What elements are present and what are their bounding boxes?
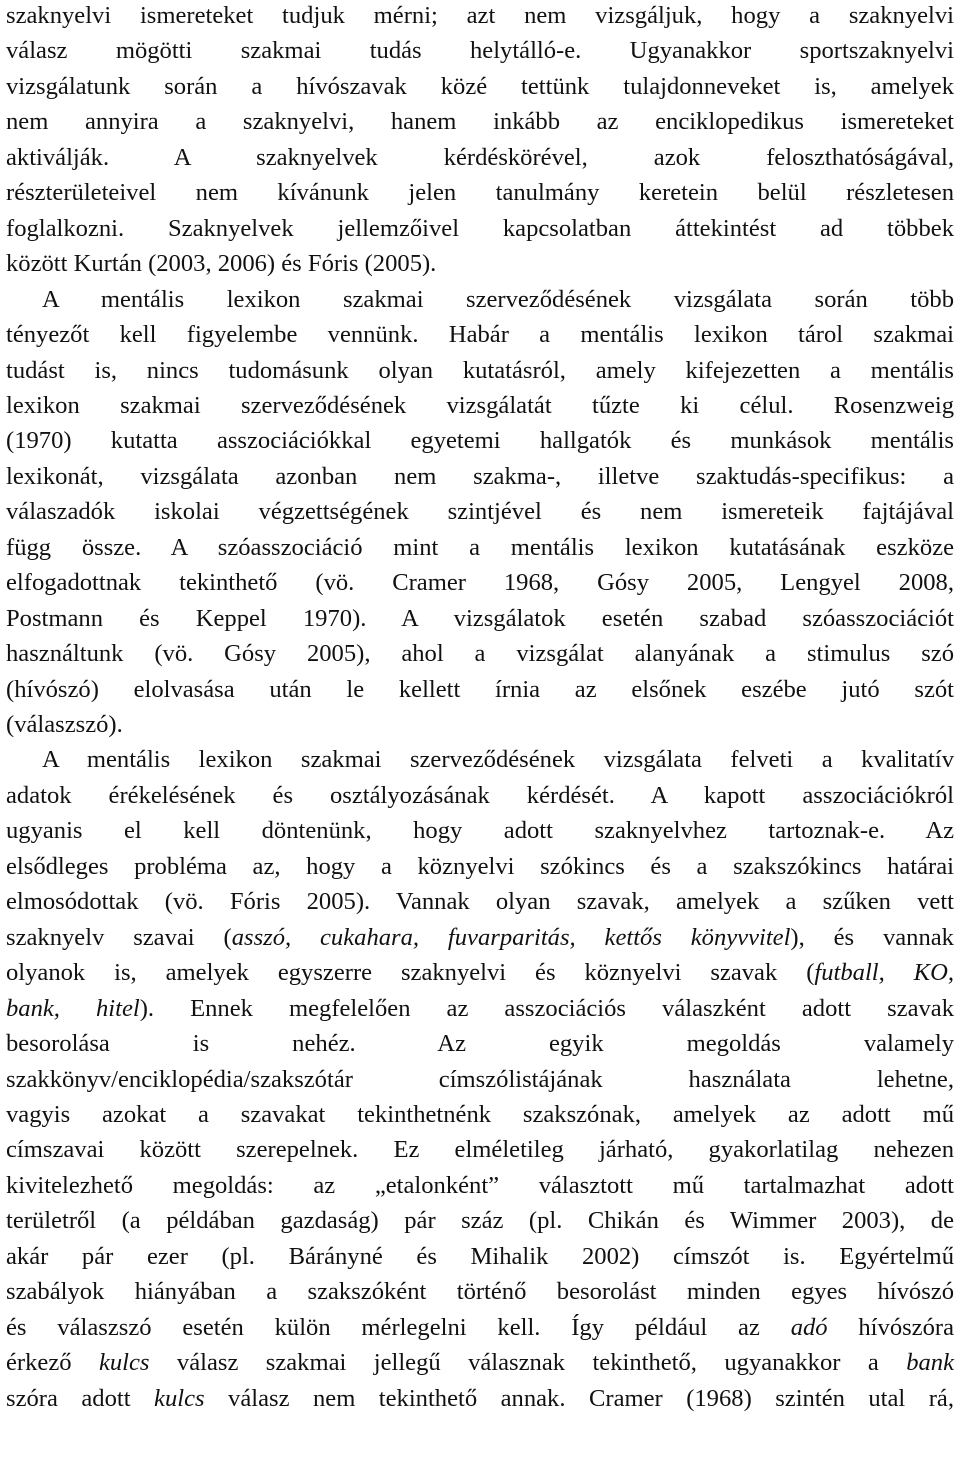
text-line [6,1032,954,1057]
text-line [6,781,954,809]
text-segment: adatok érékelésének és osztályozásának kérdését. A kapott asszociációkról [6,781,954,809]
text-line [6,1351,954,1376]
text-segment: szóra adott [6,1384,155,1412]
text-segment: lexikon szakmai szerveződésének vizsgálatát tűzte ki célul. Rosenzweig [6,391,954,419]
text-segment: szaknyelv szavai ( [6,923,232,951]
text-line [6,1065,954,1093]
text-segment: szakkönyv/enciklopédia/szakszótár címszólistájának használata lehetne, [6,1065,954,1093]
text-segment: aktiválják. A szaknyelvek kérdéskörével, azok feloszthatóságával, [6,143,954,171]
text-line [6,429,954,454]
italic-term: futball, KO, [814,959,954,987]
text-line [6,890,954,915]
text-segment: elsődleges probléma az, hogy a köznyelvi szókincs és a szakszókincs határai [6,852,954,880]
text-line [6,1138,954,1163]
text-line [6,252,954,277]
text-segment: tényezőt kell figyelembe vennünk. Habár a mentális lexikon tárol szakmai [6,321,954,349]
text-line [6,675,954,703]
text-segment: között Kurtán (2003, 2006) és Fóris (2005). [6,250,437,278]
text-line [42,285,954,313]
text-line [6,1209,954,1234]
text-segment: válasz nem tekinthető annak. Cramer (1968) szintén utal rá, [204,1384,954,1412]
text-segment: érkező [6,1349,99,1377]
text-segment: (válaszszó). [6,711,123,738]
text-segment: ), és vannak [790,923,954,951]
text-line [6,462,954,490]
text-segment: vagyis azokat a szavakat tekinthetnénk szakszónak, amelyek az adott mű [6,1100,954,1128]
text-segment: válasz szakmai jellegű válasznak tekinthető, ugyanakkor a [149,1349,907,1377]
text-line [6,1280,954,1305]
italic-term: bank, hitel [6,994,140,1022]
italic-term: asszó, cukahara, fuvarparitás, kettős könyvvitel [231,923,791,951]
text-segment: szabályok hiányában a szakszóként történő besorolást minden egyes hívószó [6,1278,954,1306]
text-line [6,571,954,596]
text-line [6,72,954,100]
text-segment: besorolása is nehéz. Az egyik megoldás valamely [6,1030,954,1058]
text-segment: A mentális lexikon szakmai szerveződésének vizsgálata során több [42,285,954,313]
text-line [6,4,954,29]
text-line [6,533,954,561]
text-segment: részterületeivel nem kívánunk jelen tanulmány keretein belül részletesen [6,179,954,207]
italic-term: kulcs [98,1349,150,1377]
italic-term: kulcs [154,1384,205,1412]
text-line [6,143,954,171]
text-segment: ). Ennek megfelelően az asszociációs válaszként adott szavak [139,994,954,1022]
text-line [6,852,954,880]
text-line [6,1242,954,1270]
text-segment: olyanok is, amelyek egyszerre szaknyelvi és köznyelvi szavak ( [6,959,815,987]
text-line [6,1384,954,1412]
text-line [6,391,954,419]
text-line [6,923,954,951]
text-segment: (hívószó) elolvasása után le kellett írnia az elsőnek eszébe jutó szót [6,675,954,703]
text-segment: használtunk (vö. Gósy 2005), ahol a vizsgálat alanyának a stimulus szó [6,640,954,668]
text-segment: elfogadottnak tekinthető (vö. Cramer 1968, Gósy 2005, Lengyel 2008, [6,569,954,597]
text-segment: elmosódottak (vö. Fóris 2005). Vannak olyan szavak, amelyek a szűken vett [6,888,954,916]
text-line [6,1313,955,1341]
text-line [6,713,954,738]
text-segment: ugyanis el kell döntenünk, hogy adott szaknyelvhez tartoznak-e. Az [6,817,954,845]
text-line [6,500,954,525]
text-segment: válasz mögötti szakmai tudás helytálló-e. Ugyanakkor sportszaknyelvi [6,37,954,65]
text-segment: vizsgálatunk során a hívószavak közé tettünk tulajdonneveket is, amelyek [6,72,954,100]
text-segment: tudást is, nincs tudomásunk olyan kutatásról, amely kifejezetten a mentális [6,356,954,384]
text-segment: szaknyelvi ismereteket tudjuk mérni; azt nem vizsgáljuk, hogy a szaknyelvi [6,2,954,29]
text-line [6,1100,954,1128]
text-segment: akár pár ezer (pl. Bárányné és Mihalik 2002) címszót is. Egyértelmű [6,1242,954,1270]
italic-term: adó [790,1313,828,1341]
text-line [6,961,954,986]
text-segment: címszavai között szerepelnek. Ez elméletileg járható, gyakorlatilag nehezen [6,1136,954,1164]
text-segment: foglalkozni. Szaknyelvek jellemzőivel kapcsolatban áttekintést ad többek [6,214,954,242]
text-segment: válaszadók iskolai végzettségének szintjével és nem ismereteik fajtájával [6,498,954,526]
text-line [42,748,954,773]
text-line [6,642,954,667]
text-line [6,994,954,1022]
text-line [6,181,954,206]
text-segment: A mentális lexikon szakmai szerveződésének vizsgálata felveti a kvalitatív [42,746,954,774]
text-line [6,604,954,632]
text-line [6,214,954,242]
text-segment: területről (a példában gazdaság) pár száz (pl. Chikán és Wimmer 2003), de [6,1207,954,1235]
text-line [6,356,954,384]
italic-term: bank [906,1349,954,1377]
text-segment: és válaszszó esetén külön mérlegelni kell. Így például az [6,1313,791,1341]
text-segment: hívószóra [827,1313,955,1341]
text-segment: kivitelezhető megoldás: az „etalonként” választott mű tartalmazhat adott [6,1171,954,1199]
text-segment: (1970) kutatta asszociációkkal egyetemi hallgatók és munkások mentális [6,427,954,455]
text-line [6,1171,954,1199]
text-line [6,110,954,135]
text-segment: Postmann és Keppel 1970). A vizsgálatok esetén szabad szóasszociációt [6,604,954,632]
text-segment: függ össze. A szóasszociáció mint a mentális lexikon kutatásának eszköze [6,533,954,561]
text-line [6,39,954,64]
text-segment: lexikonát, vizsgálata azonban nem szakma-, illetve szaktudás-specifikus: a [6,462,954,490]
text-line [6,323,954,348]
text-line [6,819,954,844]
text-segment: nem annyira a szaknyelvi, hanem inkább az enciklopedikus ismereteket [6,108,954,136]
